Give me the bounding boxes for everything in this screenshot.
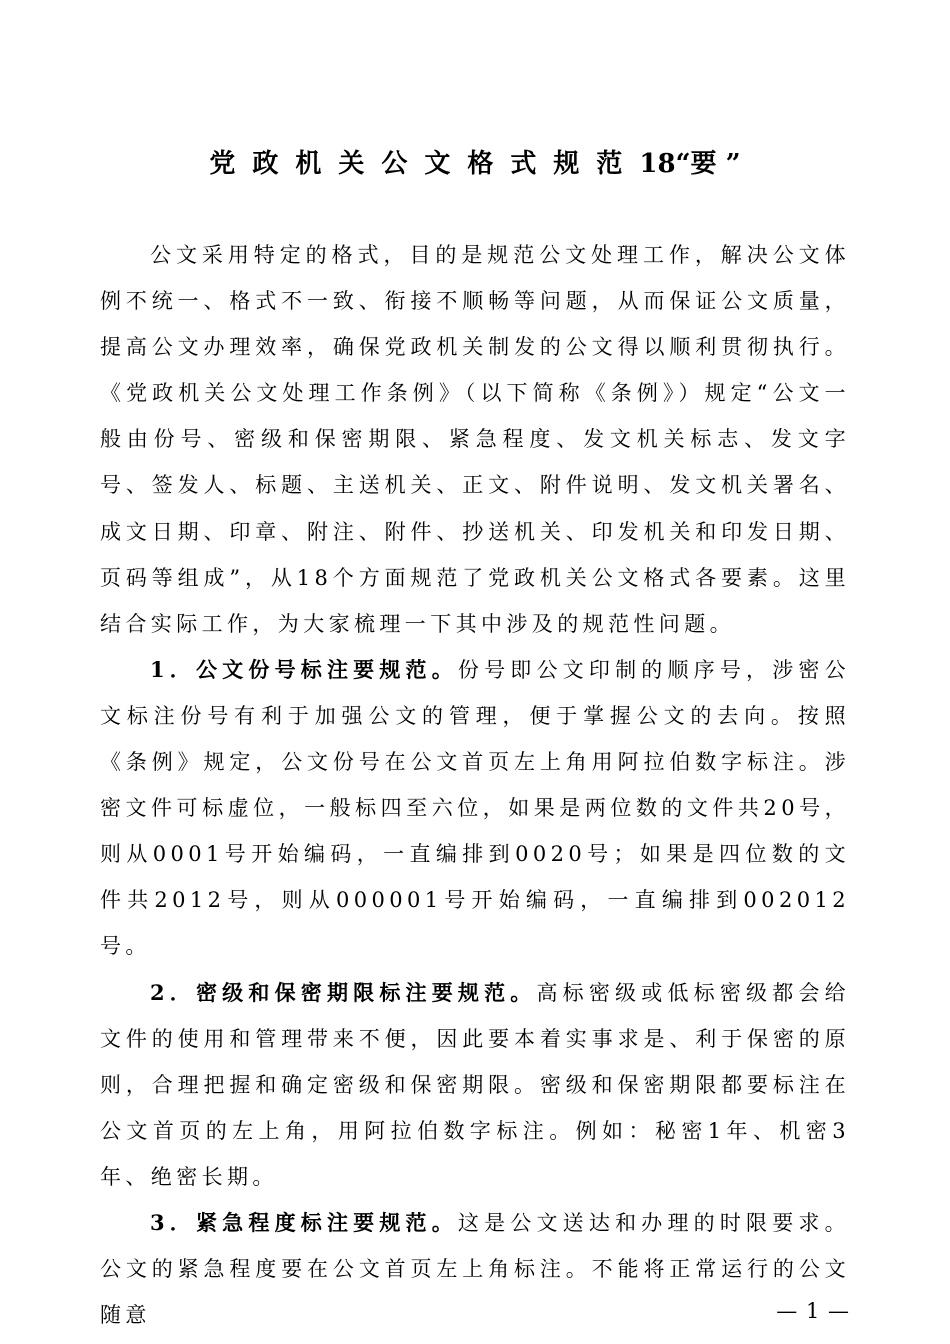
document-body <box>100 232 850 1338</box>
paragraph-heading: 2．密级和保密期限标注要规范。 <box>150 979 537 1005</box>
paragraph-intro <box>100 232 850 647</box>
paragraph-item-1 <box>100 647 850 970</box>
paragraph-text: 高标密级或低标密级都会给文件的使用和管理带来不便，因此要本着实事求是、利于保密的原则，合理把握和确定密级和保密期限。密级和保密期限都要标注在公文首页的左上角，用阿拉伯数字标注。例如：秘密1年、机密3年、绝密长期。 <box>100 980 850 1189</box>
paragraph-item-3 <box>100 1200 850 1338</box>
page-number: — 1 — <box>776 1299 850 1323</box>
title-suffix: 18“要 ” <box>639 149 741 179</box>
document-title <box>100 146 850 182</box>
paragraph-text: 份号即公文印制的顺序号，涉密公文标注份号有利于加强公文的管理，便于掌握公文的去向。按照《条例》规定，公文份号在公文首页左上角用阿拉伯数字标注。涉密文件可标虚位，一般标四至六位，如果是两位数的文件共20号，则从0001号开始编码，一直编排到0020号；如果是四位数的文件共2012号，则从000001号开始编码，一直编排到002012号。 <box>100 657 851 959</box>
paragraph-text: 公文采用特定的格式，目的是规范公文处理工作，解决公文体例不统一、格式不一致、衔接不顺畅等问题，从而保证公文质量，提高公文办理效率，确保党政机关制发的公文得以顺利贯彻执行。《党政机关公文处理工作条例》（以下简称《条例》）规定“公文一般由份号、密级和保密期限、紧急程度、发文机关标志、发文字号、签发人、标题、主送机关、正文、附件说明、发文机关署名、成文日期、印章、附注、附件、抄送机关、印发机关和印发日期、页码等组成”，从18个方面规范了党政机关公文格式各要素。这里结合实际工作，为大家梳理一下其中涉及的规范性问题。 <box>100 243 850 636</box>
paragraph-text: 这是公文送达和办理的时限要求。公文的紧急程度要在公文首页左上角标注。不能将正常运行的公文随意 <box>100 1210 851 1328</box>
paragraph-item-2 <box>100 970 850 1200</box>
paragraph-heading: 1．公文份号标注要规范。 <box>150 656 458 682</box>
title-main: 党政机关公文格式规范 <box>209 149 640 179</box>
paragraph-heading: 3．紧急程度标注要规范。 <box>150 1209 458 1235</box>
